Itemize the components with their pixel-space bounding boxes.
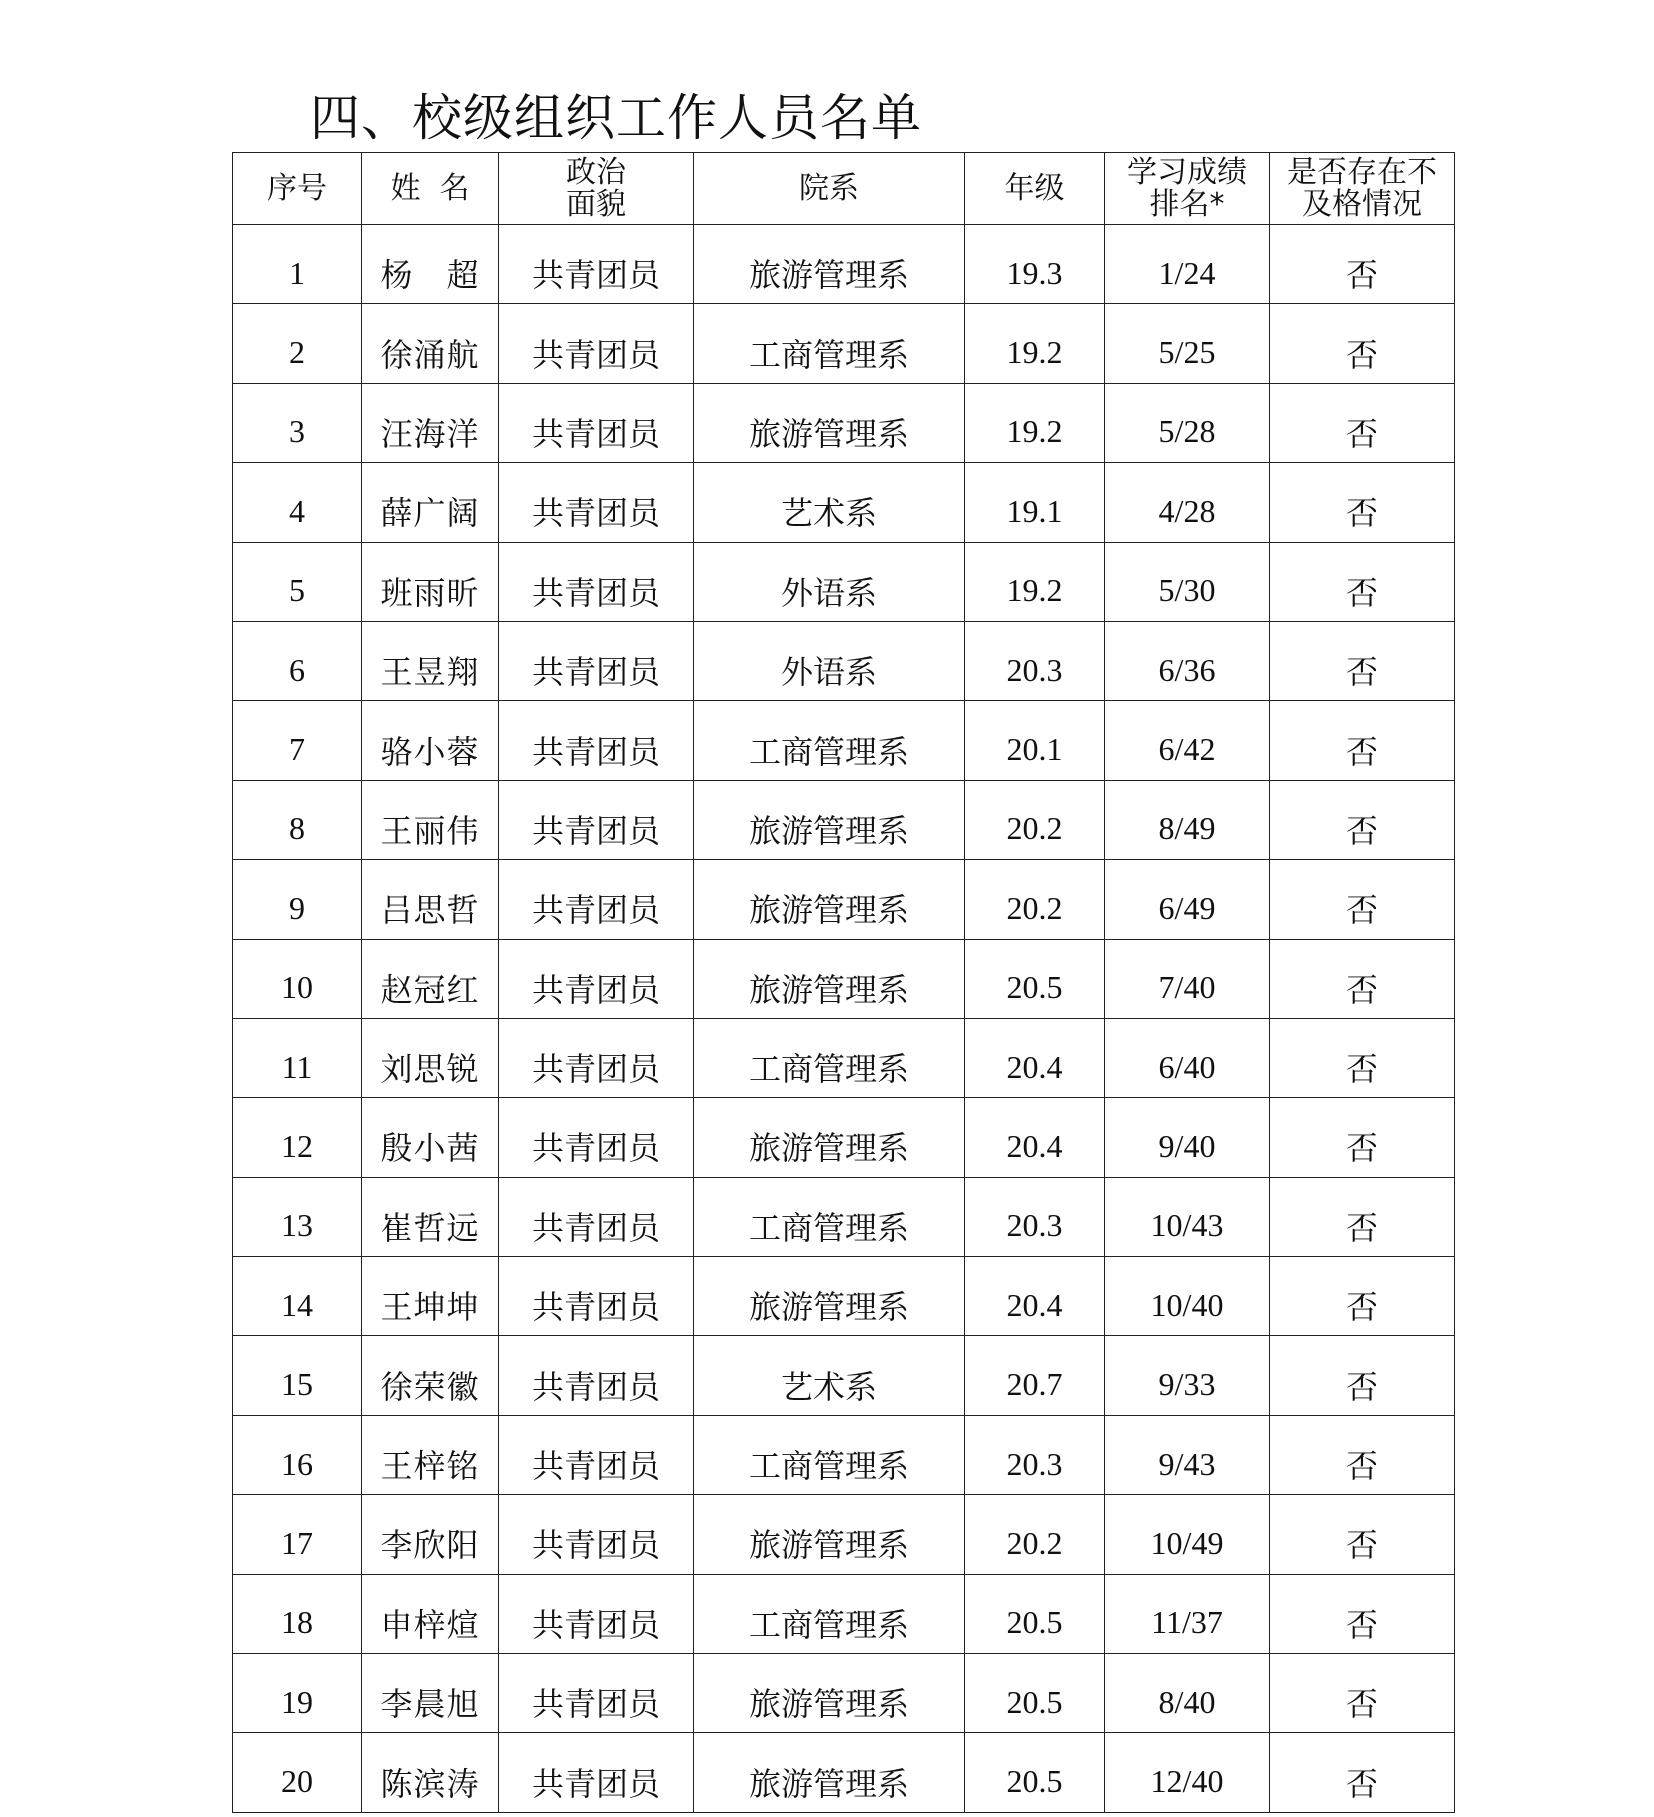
table-row bbox=[233, 1733, 1455, 1812]
cell-grade: 20.5 bbox=[965, 1574, 1105, 1653]
cell-seq: 15 bbox=[233, 1336, 362, 1415]
cell-political: 共青团员 bbox=[499, 1574, 694, 1653]
cell-grade: 20.2 bbox=[965, 780, 1105, 859]
cell-rank: 5/25 bbox=[1105, 304, 1270, 383]
cell-grade: 20.5 bbox=[965, 1654, 1105, 1733]
cell-rank: 11/37 bbox=[1105, 1574, 1270, 1653]
cell-fail: 否 bbox=[1270, 780, 1455, 859]
cell-political: 共青团员 bbox=[499, 621, 694, 700]
header-department: 院系 bbox=[694, 153, 965, 225]
cell-department: 工商管理系 bbox=[694, 304, 965, 383]
cell-rank: 8/40 bbox=[1105, 1654, 1270, 1733]
cell-seq: 10 bbox=[233, 939, 362, 1018]
cell-department: 外语系 bbox=[694, 542, 965, 621]
cell-name: 陈滨涛 bbox=[362, 1733, 499, 1812]
cell-rank: 5/30 bbox=[1105, 542, 1270, 621]
header-fail-line1: 是否存在不 bbox=[1287, 154, 1437, 190]
cell-political: 共青团员 bbox=[499, 1654, 694, 1733]
table-row bbox=[233, 1336, 1455, 1415]
header-rank-line1: 学习成绩 bbox=[1127, 154, 1247, 190]
cell-grade: 20.7 bbox=[965, 1336, 1105, 1415]
cell-name: 班雨昕 bbox=[362, 542, 499, 621]
cell-grade: 20.5 bbox=[965, 939, 1105, 1018]
cell-political: 共青团员 bbox=[499, 1495, 694, 1574]
cell-department: 工商管理系 bbox=[694, 701, 965, 780]
cell-department: 艺术系 bbox=[694, 1336, 965, 1415]
cell-fail: 否 bbox=[1270, 1177, 1455, 1256]
cell-name: 吕思哲 bbox=[362, 860, 499, 939]
table-body bbox=[233, 225, 1455, 1813]
cell-department: 旅游管理系 bbox=[694, 1257, 965, 1336]
header-fail bbox=[1270, 153, 1455, 225]
cell-name: 申梓煊 bbox=[362, 1574, 499, 1653]
table-row bbox=[233, 1415, 1455, 1494]
cell-name: 王丽伟 bbox=[362, 780, 499, 859]
cell-fail: 否 bbox=[1270, 939, 1455, 1018]
table-header-row bbox=[233, 153, 1455, 225]
cell-rank: 9/40 bbox=[1105, 1098, 1270, 1177]
cell-grade: 20.2 bbox=[965, 860, 1105, 939]
table-row bbox=[233, 701, 1455, 780]
cell-political: 共青团员 bbox=[499, 225, 694, 304]
cell-fail: 否 bbox=[1270, 383, 1455, 462]
header-political-line1: 政治 bbox=[566, 154, 626, 190]
cell-department: 旅游管理系 bbox=[694, 1098, 965, 1177]
cell-seq: 19 bbox=[233, 1654, 362, 1733]
cell-name: 骆小蓉 bbox=[362, 701, 499, 780]
header-name-text: 姓 名 bbox=[390, 170, 470, 206]
cell-political: 共青团员 bbox=[499, 1098, 694, 1177]
header-name bbox=[362, 153, 499, 225]
table-row bbox=[233, 780, 1455, 859]
table-row bbox=[233, 225, 1455, 304]
cell-grade: 20.4 bbox=[965, 1018, 1105, 1097]
cell-department: 旅游管理系 bbox=[694, 1654, 965, 1733]
header-rank-line2: 排名* bbox=[1149, 186, 1225, 222]
cell-rank: 10/40 bbox=[1105, 1257, 1270, 1336]
cell-department: 旅游管理系 bbox=[694, 1733, 965, 1812]
cell-grade: 19.1 bbox=[965, 463, 1105, 542]
header-fail-line2: 及格情况 bbox=[1302, 186, 1422, 222]
cell-grade: 20.5 bbox=[965, 1733, 1105, 1812]
cell-name: 赵冠红 bbox=[362, 939, 499, 1018]
cell-grade: 20.4 bbox=[965, 1257, 1105, 1336]
cell-seq: 6 bbox=[233, 621, 362, 700]
cell-seq: 9 bbox=[233, 860, 362, 939]
cell-rank: 9/43 bbox=[1105, 1415, 1270, 1494]
header-political bbox=[499, 153, 694, 225]
cell-name: 王昱翔 bbox=[362, 621, 499, 700]
cell-grade: 20.3 bbox=[965, 621, 1105, 700]
cell-name: 杨 超 bbox=[362, 225, 499, 304]
cell-rank: 6/42 bbox=[1105, 701, 1270, 780]
cell-name: 刘思锐 bbox=[362, 1018, 499, 1097]
cell-seq: 3 bbox=[233, 383, 362, 462]
table-row bbox=[233, 1654, 1455, 1733]
cell-political: 共青团员 bbox=[499, 1018, 694, 1097]
cell-fail: 否 bbox=[1270, 621, 1455, 700]
cell-seq: 11 bbox=[233, 1018, 362, 1097]
table-row bbox=[233, 304, 1455, 383]
cell-fail: 否 bbox=[1270, 1654, 1455, 1733]
cell-fail: 否 bbox=[1270, 860, 1455, 939]
cell-seq: 5 bbox=[233, 542, 362, 621]
cell-political: 共青团员 bbox=[499, 542, 694, 621]
cell-grade: 20.3 bbox=[965, 1415, 1105, 1494]
cell-seq: 12 bbox=[233, 1098, 362, 1177]
cell-name: 王坤坤 bbox=[362, 1257, 499, 1336]
cell-name: 汪海洋 bbox=[362, 383, 499, 462]
cell-fail: 否 bbox=[1270, 1495, 1455, 1574]
cell-fail: 否 bbox=[1270, 225, 1455, 304]
cell-name: 殷小茜 bbox=[362, 1098, 499, 1177]
cell-department: 旅游管理系 bbox=[694, 225, 965, 304]
cell-political: 共青团员 bbox=[499, 1733, 694, 1812]
table-row bbox=[233, 1018, 1455, 1097]
cell-rank: 5/28 bbox=[1105, 383, 1270, 462]
cell-fail: 否 bbox=[1270, 1733, 1455, 1812]
cell-department: 工商管理系 bbox=[694, 1415, 965, 1494]
cell-department: 旅游管理系 bbox=[694, 1495, 965, 1574]
cell-rank: 9/33 bbox=[1105, 1336, 1270, 1415]
cell-department: 艺术系 bbox=[694, 463, 965, 542]
cell-fail: 否 bbox=[1270, 463, 1455, 542]
table-row bbox=[233, 1098, 1455, 1177]
table-row bbox=[233, 1495, 1455, 1574]
cell-fail: 否 bbox=[1270, 1018, 1455, 1097]
cell-grade: 20.2 bbox=[965, 1495, 1105, 1574]
cell-political: 共青团员 bbox=[499, 1415, 694, 1494]
cell-seq: 1 bbox=[233, 225, 362, 304]
cell-name: 李欣阳 bbox=[362, 1495, 499, 1574]
cell-rank: 6/36 bbox=[1105, 621, 1270, 700]
cell-seq: 2 bbox=[233, 304, 362, 383]
cell-rank: 6/49 bbox=[1105, 860, 1270, 939]
cell-seq: 8 bbox=[233, 780, 362, 859]
cell-political: 共青团员 bbox=[499, 860, 694, 939]
cell-department: 外语系 bbox=[694, 621, 965, 700]
cell-seq: 17 bbox=[233, 1495, 362, 1574]
cell-grade: 19.2 bbox=[965, 383, 1105, 462]
cell-department: 旅游管理系 bbox=[694, 780, 965, 859]
table-row bbox=[233, 1177, 1455, 1256]
table-row bbox=[233, 1257, 1455, 1336]
cell-political: 共青团员 bbox=[499, 383, 694, 462]
cell-name: 王梓铭 bbox=[362, 1415, 499, 1494]
cell-grade: 20.1 bbox=[965, 701, 1105, 780]
page-title: 四、校级组织工作人员名单 bbox=[310, 89, 922, 147]
cell-political: 共青团员 bbox=[499, 939, 694, 1018]
cell-seq: 14 bbox=[233, 1257, 362, 1336]
cell-fail: 否 bbox=[1270, 701, 1455, 780]
cell-name: 崔哲远 bbox=[362, 1177, 499, 1256]
cell-seq: 16 bbox=[233, 1415, 362, 1494]
cell-name: 徐涌航 bbox=[362, 304, 499, 383]
cell-rank: 1/24 bbox=[1105, 225, 1270, 304]
cell-department: 工商管理系 bbox=[694, 1018, 965, 1097]
cell-rank: 6/40 bbox=[1105, 1018, 1270, 1097]
cell-seq: 7 bbox=[233, 701, 362, 780]
cell-rank: 10/49 bbox=[1105, 1495, 1270, 1574]
cell-fail: 否 bbox=[1270, 304, 1455, 383]
cell-political: 共青团员 bbox=[499, 701, 694, 780]
cell-political: 共青团员 bbox=[499, 780, 694, 859]
cell-rank: 10/43 bbox=[1105, 1177, 1270, 1256]
cell-political: 共青团员 bbox=[499, 1177, 694, 1256]
cell-name: 薛广阔 bbox=[362, 463, 499, 542]
cell-grade: 20.4 bbox=[965, 1098, 1105, 1177]
table-row bbox=[233, 1574, 1455, 1653]
cell-fail: 否 bbox=[1270, 1336, 1455, 1415]
cell-seq: 13 bbox=[233, 1177, 362, 1256]
cell-political: 共青团员 bbox=[499, 1336, 694, 1415]
cell-rank: 4/28 bbox=[1105, 463, 1270, 542]
cell-political: 共青团员 bbox=[499, 304, 694, 383]
header-grade: 年级 bbox=[965, 153, 1105, 225]
cell-political: 共青团员 bbox=[499, 463, 694, 542]
table-row bbox=[233, 621, 1455, 700]
cell-fail: 否 bbox=[1270, 1257, 1455, 1336]
cell-fail: 否 bbox=[1270, 1098, 1455, 1177]
cell-rank: 7/40 bbox=[1105, 939, 1270, 1018]
staff-roster-table bbox=[232, 152, 1455, 1813]
cell-seq: 18 bbox=[233, 1574, 362, 1653]
cell-name: 李晨旭 bbox=[362, 1654, 499, 1733]
cell-department: 工商管理系 bbox=[694, 1574, 965, 1653]
cell-fail: 否 bbox=[1270, 1415, 1455, 1494]
cell-political: 共青团员 bbox=[499, 1257, 694, 1336]
cell-seq: 20 bbox=[233, 1733, 362, 1812]
cell-grade: 19.2 bbox=[965, 542, 1105, 621]
cell-department: 旅游管理系 bbox=[694, 383, 965, 462]
table-row bbox=[233, 542, 1455, 621]
table-row bbox=[233, 939, 1455, 1018]
cell-fail: 否 bbox=[1270, 542, 1455, 621]
cell-fail: 否 bbox=[1270, 1574, 1455, 1653]
header-political-line2: 面貌 bbox=[566, 186, 626, 222]
cell-department: 工商管理系 bbox=[694, 1177, 965, 1256]
cell-grade: 19.2 bbox=[965, 304, 1105, 383]
cell-name: 徐荣徽 bbox=[362, 1336, 499, 1415]
cell-rank: 8/49 bbox=[1105, 780, 1270, 859]
cell-grade: 20.3 bbox=[965, 1177, 1105, 1256]
cell-department: 旅游管理系 bbox=[694, 860, 965, 939]
header-seq: 序号 bbox=[233, 153, 362, 225]
cell-department: 旅游管理系 bbox=[694, 939, 965, 1018]
cell-grade: 19.3 bbox=[965, 225, 1105, 304]
header-rank bbox=[1105, 153, 1270, 225]
cell-seq: 4 bbox=[233, 463, 362, 542]
table-row bbox=[233, 860, 1455, 939]
table-row bbox=[233, 383, 1455, 462]
table-row bbox=[233, 463, 1455, 542]
cell-rank: 12/40 bbox=[1105, 1733, 1270, 1812]
